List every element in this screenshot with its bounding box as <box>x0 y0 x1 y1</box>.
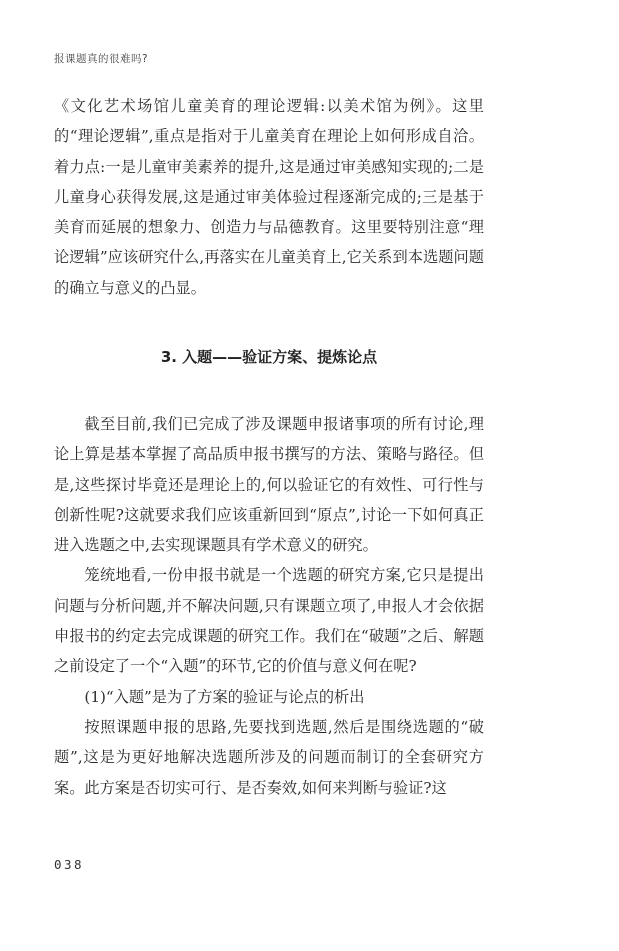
body-text-block <box>54 409 484 803</box>
intro-paragraph: 《文化艺术场馆儿童美育的理论逻辑:以美术馆为例》。这里的“理论逻辑”,重点是指对于儿童美育在理论上如何形成自洽。着力点:一是儿童审美素养的提升,这是通过审美感知实现的;二是儿童身心获得发展,这是通过审美体验过程逐渐完成的;三是基于美育而延展的想象力、创造力与品德教育。这里要特别注意“理论逻辑”应该研究什么,再落实在儿童美育上,它关系到本选题问题的确立与意义的凸显。 <box>54 97 484 297</box>
body-paragraph-2: 笼统地看,一份申报书就是一个选题的研究方案,它只是提出问题与分析问题,并不解决问题,只有课题立项了,申报人才会依据申报书的约定去完成课题的研究工作。我们在“破题”之后、解题之前设定了一个“入题”的环节,它的价值与意义何在呢? <box>54 566 484 676</box>
section-heading: 3. 入题——验证方案、提炼论点 <box>160 348 378 366</box>
running-header: 报课题真的很难吗? <box>54 53 149 65</box>
intro-paragraph-block <box>54 91 484 303</box>
page-number: 038 <box>54 857 85 872</box>
body-paragraph-1: 截至目前,我们已完成了涉及课题申报诸事项的所有讨论,理论上算是基本掌握了高品质申报书撰写的方法、策略与路径。但是,这些探讨毕竟还是理论上的,何以验证它的有效性、可行性与创新性呢?这就要求我们应该重新回到“原点”,讨论一下如何真正进入选题之中,去实现课题具有学术意义的研究。 <box>54 415 484 555</box>
subsection-heading: (1)“入题”是为了方案的验证与论点的析出 <box>84 687 365 706</box>
body-paragraph-3: 按照课题申报的思路,先要找到选题,然后是围绕选题的“破题”,这是为更好地解决选题所涉及的问题而制订的全套研究方案。此方案是否切实可行、是否奏效,如何来判断与验证?这 <box>54 717 484 797</box>
